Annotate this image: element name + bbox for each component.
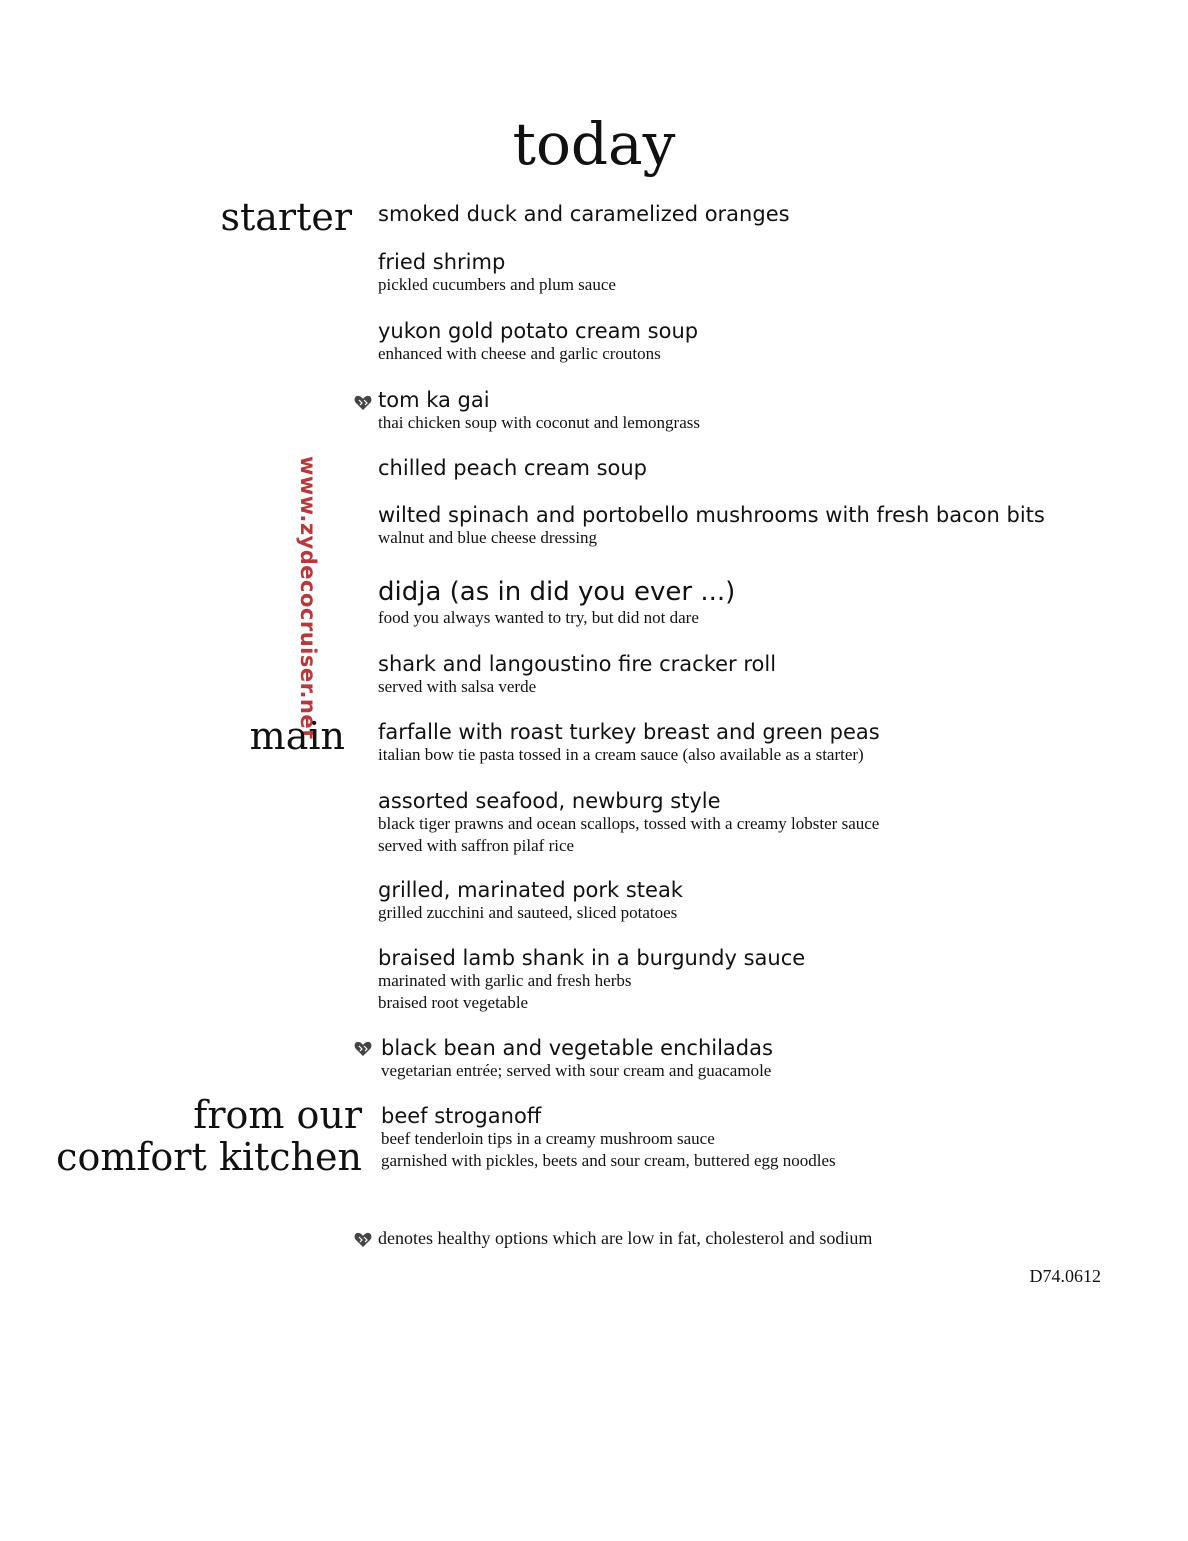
- menu-item: [378, 456, 647, 480]
- item-description: served with saffron pilaf rice: [378, 836, 575, 855]
- menu-item: [378, 577, 735, 629]
- item-description: thai chicken soup with coconut and lemongrass: [378, 413, 700, 432]
- menu-item: [378, 503, 1045, 549]
- item-name: chilled peach cream soup: [378, 456, 648, 480]
- item-name: didja (as in did you ever ...): [378, 577, 736, 607]
- menu-item: [378, 250, 616, 296]
- item-name: assorted seafood, newburg style: [378, 789, 721, 813]
- item-description: enhanced with cheese and garlic croutons: [378, 344, 661, 363]
- item-name: braised lamb shank in a burgundy sauce: [378, 946, 806, 970]
- section-label-comfort: from our comfort kitchen: [56, 1093, 362, 1179]
- item-name: yukon gold potato cream soup: [378, 319, 699, 343]
- menu-item: [378, 878, 683, 924]
- footnote: [354, 1226, 872, 1250]
- item-description: food you always wanted to try, but did not dare: [378, 608, 699, 627]
- section-label-main: main: [249, 714, 345, 758]
- menu-item: [381, 1036, 773, 1082]
- item-description: served with salsa verde: [378, 677, 537, 696]
- item-description: braised root vegetable: [378, 993, 529, 1012]
- item-name: wilted spinach and portobello mushrooms with fresh bacon bits: [378, 503, 1045, 527]
- menu-item: [378, 789, 879, 857]
- item-name: fried shrimp: [378, 250, 506, 274]
- watermark: www.zydecocruiser.net: [296, 456, 320, 740]
- footnote-text: denotes healthy options which are low in fat, cholesterol and sodium: [378, 1228, 873, 1248]
- menu-code: D74.0612: [1029, 1266, 1101, 1286]
- menu-item: [378, 652, 776, 698]
- item-description: italian bow tie pasta tossed in a cream sauce (also available as a starter): [378, 745, 864, 764]
- item-description: marinated with garlic and fresh herbs: [378, 971, 632, 990]
- item-name: beef stroganoff: [381, 1104, 542, 1128]
- menu-item: [378, 946, 805, 1014]
- item-description: grilled zucchini and sauteed, sliced potatoes: [378, 903, 678, 922]
- item-name: smoked duck and caramelized oranges: [378, 202, 790, 226]
- item-description: garnished with pickles, beets and sour cream, buttered egg noodles: [381, 1151, 836, 1170]
- menu-item: [381, 1104, 836, 1172]
- heart-icon: [354, 1041, 372, 1057]
- item-description: walnut and blue cheese dressing: [378, 528, 598, 547]
- menu-item: [378, 202, 790, 226]
- menu-item: [378, 388, 700, 434]
- item-name: farfalle with roast turkey breast and green peas: [378, 720, 880, 744]
- menu-item: [378, 720, 880, 766]
- item-name: grilled, marinated pork steak: [378, 878, 683, 902]
- item-description: pickled cucumbers and plum sauce: [378, 275, 616, 294]
- item-description: vegetarian entrée; served with sour cream and guacamole: [381, 1061, 772, 1080]
- item-name: shark and langoustino fire cracker roll: [378, 652, 777, 676]
- heart-icon: [354, 395, 372, 411]
- page-title: today: [512, 110, 676, 178]
- section-label-starter: starter: [220, 195, 352, 239]
- menu-item: [378, 319, 698, 365]
- item-name: tom ka gai: [378, 388, 490, 412]
- item-description: beef tenderloin tips in a creamy mushroom sauce: [381, 1129, 715, 1148]
- heart-icon: [354, 1232, 372, 1248]
- item-name: black bean and vegetable enchiladas: [381, 1036, 773, 1060]
- item-description: black tiger prawns and ocean scallops, tossed with a creamy lobster sauce: [378, 814, 880, 833]
